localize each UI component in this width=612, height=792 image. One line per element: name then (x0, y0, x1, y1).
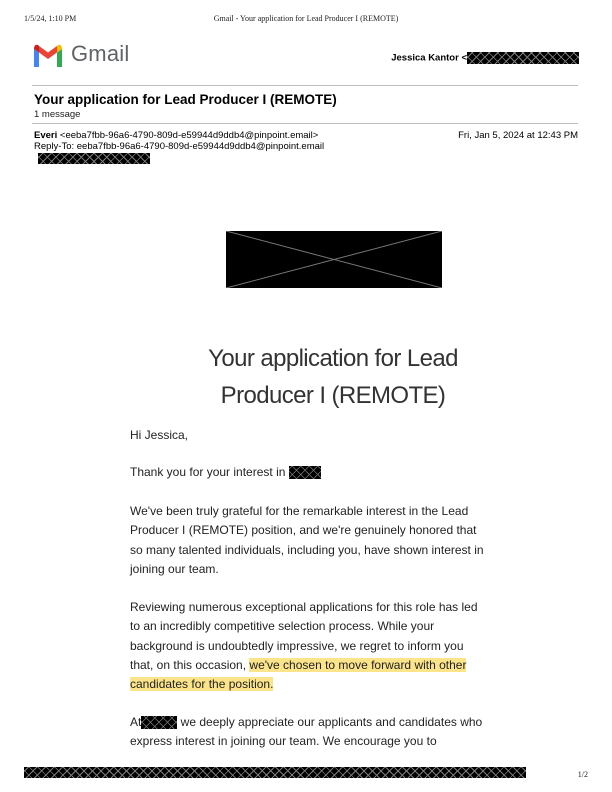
paragraph-appreciation (130, 713, 490, 752)
divider (32, 85, 578, 86)
sender-line (34, 130, 318, 141)
greeting: Hi Jessica, (130, 428, 189, 442)
redacted-company-name (141, 716, 177, 729)
decision-text: Reviewing numerous exceptional applications for this role has led to an incredibly competitive selection process. While your background is undoubtedly impressive, we regret to inform you that, on this occasion, (130, 600, 478, 672)
sender-name: Everi (34, 130, 58, 141)
paragraph-interest (130, 463, 490, 482)
paragraph-interest-text: Thank you for your interest in (130, 465, 286, 479)
appreciation-text: we deeply appreciate our applicants and candidates who express interest in joining our team. We encourage you to (130, 715, 483, 749)
message-count: 1 message (34, 109, 81, 120)
gmail-wordmark: Gmail (71, 41, 130, 66)
account-name (391, 52, 579, 64)
sender-email: <eeba7fbb-96a6-4790-809d-e59944d9ddb4@pinpoint.email> (59, 130, 319, 141)
redacted-recipient-block (38, 153, 150, 164)
divider (32, 123, 578, 124)
redacted-url-bar (24, 767, 526, 778)
sent-date: Fri, Jan 5, 2024 at 12:43 PM (458, 130, 578, 141)
redacted-company-name (289, 466, 321, 479)
paragraph-gratitude: We've been truly grateful for the remarkable interest in the Lead Producer I (REMOTE) position, and we're genuinely honored that so many talented individuals, including you, have shown interest in joining our team. (130, 504, 484, 576)
reply-to: Reply-To: eeba7fbb-96a6-4790-809d-e59944d9ddb4@pinpoint.email (34, 141, 325, 152)
headline-line-2: Producer I (REMOTE) (220, 382, 446, 409)
thread-subject: Your application for Lead Producer I (REMOTE) (34, 92, 337, 107)
print-title: Gmail - Your application for Lead Producer I (REMOTE) (213, 14, 399, 23)
email-headline (146, 340, 520, 414)
headline-line-1: Your application for Lead (208, 345, 458, 372)
page-number: 1/2 (577, 770, 588, 779)
print-datetime: 1/5/24, 1:10 PM (24, 14, 77, 23)
account-name-text: Jessica Kantor < (391, 52, 467, 64)
gmail-logo-icon (32, 43, 64, 67)
appreciation-start: At (130, 715, 142, 729)
paragraph-decision (130, 598, 490, 694)
redacted-email-block (467, 52, 579, 64)
redacted-logo-image (226, 231, 442, 288)
highlighted-rejection-text: we've chosen to move forward with other candidates for the position. (130, 657, 467, 692)
